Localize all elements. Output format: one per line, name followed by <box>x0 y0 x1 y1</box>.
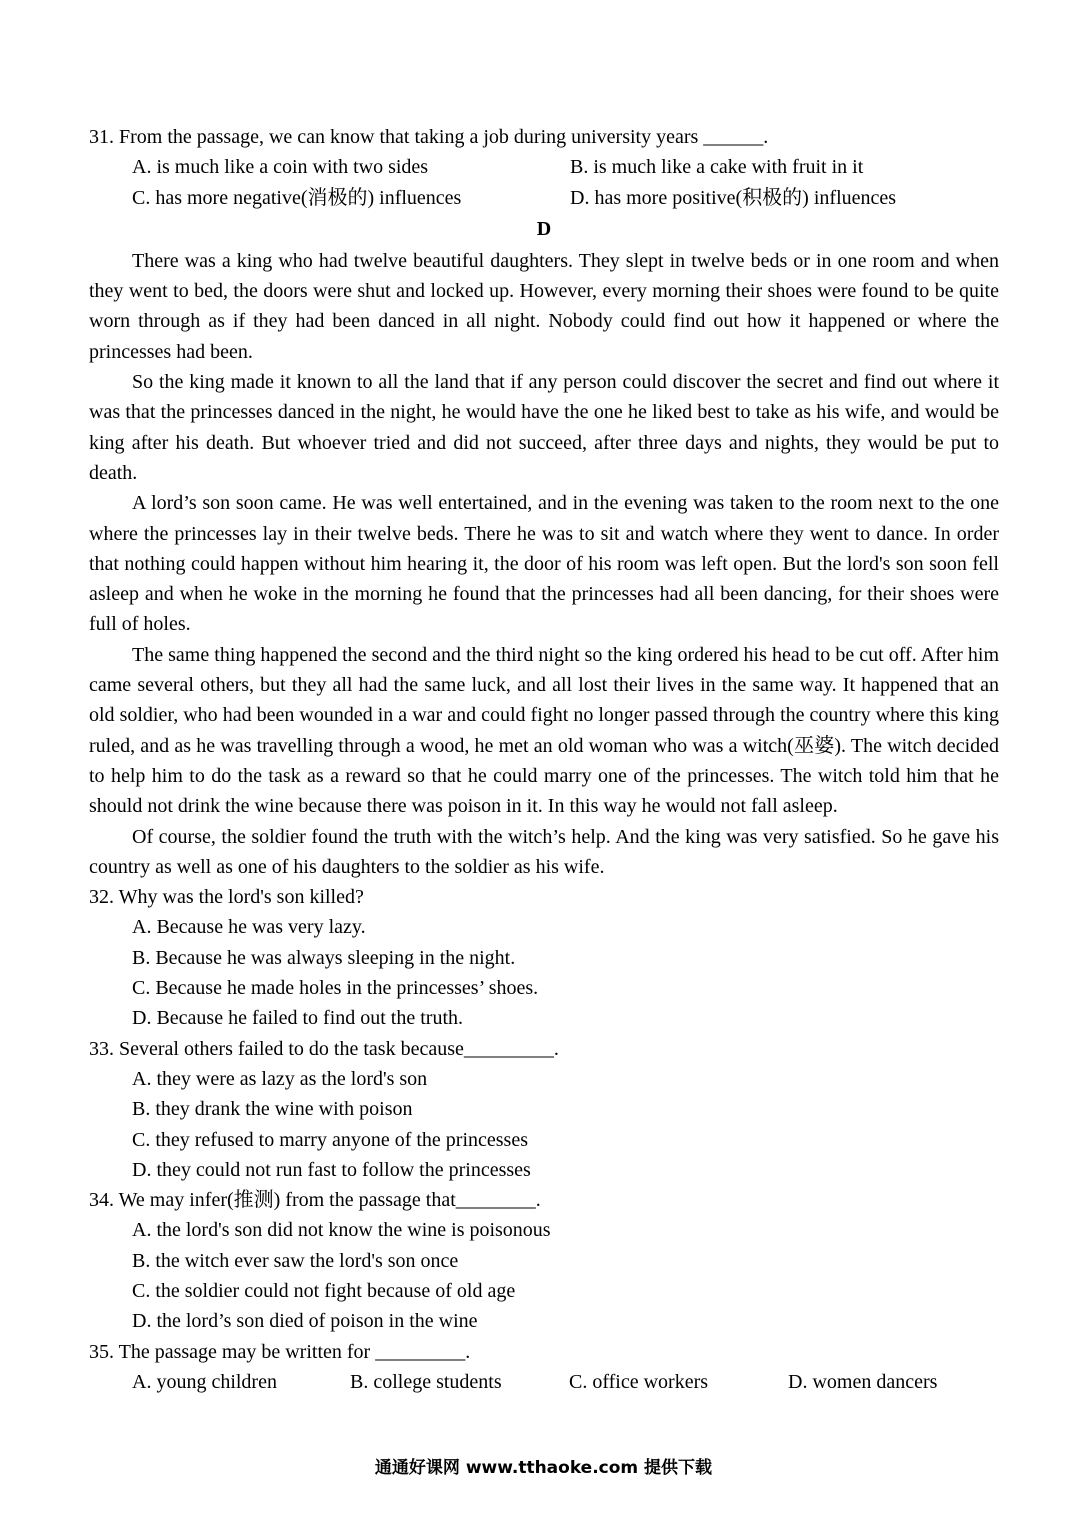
q32-option-d: D. Because he failed to find out the truth. <box>132 1007 464 1030</box>
q32-option-a: A. Because he was very lazy. <box>132 916 366 939</box>
q35-option-b: B. college students <box>350 1370 502 1393</box>
q33-option-d: D. they could not run fast to follow the princesses <box>132 1158 531 1181</box>
passage-paragraph-1: There was a king who had twelve beautiful daughters. They slept in twelve beds or in one room and when they went to bed, the doors were shut and locked up. However, every morning their shoes were found to be quite worn through as if they had been danced in all night. Nobody could find out how it happened or where the princesses had been. <box>89 249 999 363</box>
q33-option-c: C. they refused to marry anyone of the princesses <box>132 1128 528 1151</box>
q33-option-a: A. they were as lazy as the lord's son <box>132 1067 428 1090</box>
q34-option-d: D. the lord’s son died of poison in the wine <box>132 1310 478 1333</box>
q35-option-a: A. young children <box>132 1370 277 1393</box>
q31-option-d: D. has more positive(积极的) influences <box>570 186 897 209</box>
page-footer: 通通好课网 www.tthaoke.com 提供下载 <box>374 1458 713 1478</box>
q33-option-b: B. they drank the wine with poison <box>132 1098 413 1121</box>
q33-stem: 33. Several others failed to do the task because_________. <box>89 1037 559 1060</box>
q31-option-c: C. has more negative(消极的) influences <box>132 186 462 209</box>
q35-stem: 35. The passage may be written for _________. <box>89 1340 471 1363</box>
passage-paragraph-5: Of course, the soldier found the truth with the witch’s help. And the king was very satisfied. So he gave his country as well as one of his daughters to the soldier as his wife. <box>89 825 999 878</box>
q35-options-row <box>89 1367 999 1397</box>
q31-stem: 31. From the passage, we can know that taking a job during university years ______. <box>89 126 769 148</box>
q34-option-b: B. the witch ever saw the lord's son once <box>132 1249 459 1272</box>
q31-options-row2 <box>89 183 999 213</box>
passage-paragraph-4: The same thing happened the second and the third night so the king ordered his head to be cut off. After him came several others, but they all had the same luck, and all lost their lives in the same way. It happened that an old soldier, who had been wounded in a war and could fight no longer passed through the country where this king ruled, and as he was travelling through a wood, he met an old woman who was a witch(巫婆). The witch decided to help him to do the task as a reward so that he could marry one of the princesses. The witch told him that he should not drink the wine because there was poison in it. In this way he would not fall asleep. <box>89 643 999 818</box>
q35-option-d: D. women dancers <box>788 1370 938 1393</box>
q31-options-row1 <box>89 152 999 182</box>
q31-option-b: B. is much like a cake with fruit in it <box>570 156 864 179</box>
q31-option-a: A. is much like a coin with two sides <box>132 156 429 179</box>
section-heading: D <box>536 217 552 240</box>
q34-option-c: C. the soldier could not fight because of old age <box>132 1279 516 1302</box>
q34-option-a: A. the lord's son did not know the wine is poisonous <box>132 1219 551 1242</box>
q35-option-c: C. office workers <box>569 1370 709 1393</box>
passage-paragraph-2: So the king made it known to all the land that if any person could discover the secret and find out where it was that the princesses danced in the night, he would have the one he liked best to take as his wife, and would be king after his death. But whoever tried and did not succeed, after three days and nights, they would be put to death. <box>89 371 999 484</box>
passage-paragraph-3: A lord’s son soon came. He was well entertained, and in the evening was taken to the room next to the one where the princesses lay in their twelve beds. There he was to sit and watch where they went to dance. In order that nothing could happen without him hearing it, the door of his room was left open. But the lord's son soon fell asleep and when he woke in the morning he found that the princesses had all been dancing, for their shoes were full of holes. <box>89 492 999 636</box>
q34-stem: 34. We may infer(推测) from the passage that________. <box>89 1189 541 1212</box>
q32-stem: 32. Why was the lord's son killed? <box>89 886 364 909</box>
exam-page <box>89 122 999 1397</box>
q32-option-b: B. Because he was always sleeping in the night. <box>132 946 516 969</box>
q32-option-c: C. Because he made holes in the princesses’ shoes. <box>132 977 539 1000</box>
